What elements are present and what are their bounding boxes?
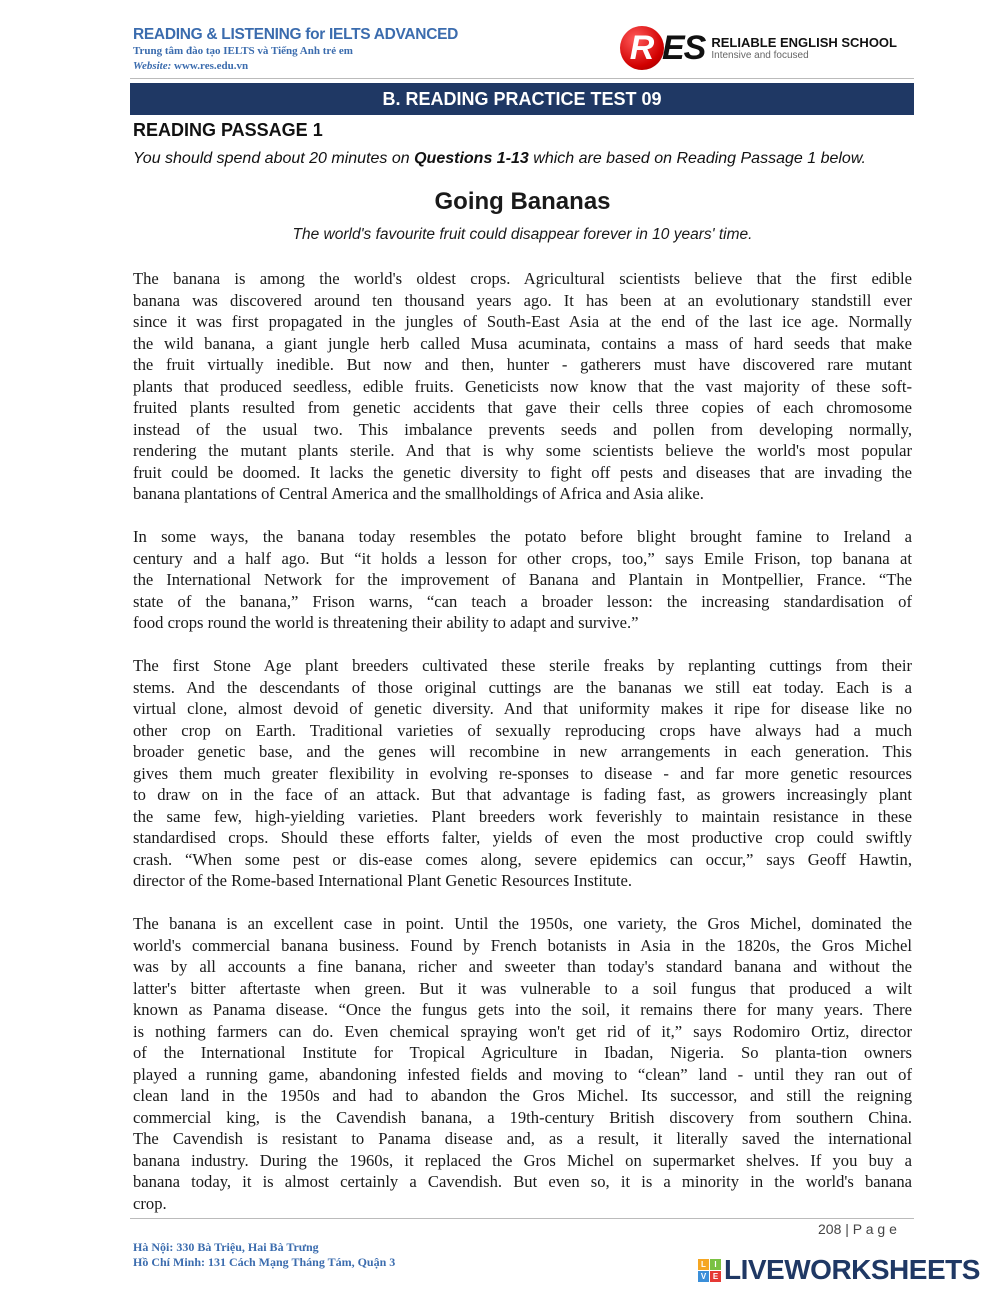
res-logo <box>620 26 897 70</box>
paragraph-line: the fruit virtually inedible. But now and then, hunter - gatherers must have discovered rare mutant <box>133 355 912 374</box>
paragraph-line: state of the banana,” Frison warns, “can teach a broader lesson: the increasing standardisation of <box>133 591 912 611</box>
website-link[interactable]: www.res.edu.vn <box>174 60 249 72</box>
course-title: READING & LISTENING for IELTS ADVANCED <box>133 26 459 43</box>
article-subtitle: The world's favourite fruit could disappear forever in 10 years' time. <box>292 226 753 243</box>
paragraph-line: The banana is an excellent case in point. Until the 1950s, one variety, the Gros Michel, dominated the <box>133 914 912 933</box>
website-label: Website: <box>133 60 172 72</box>
live-letter-tile: E <box>710 1271 721 1282</box>
paragraph-line: plants that produced seedless, edible fruits. Geneticists now know that the vast majority of these soft- <box>133 376 912 396</box>
live-letter-tile: V <box>698 1271 709 1282</box>
paragraph-line: since it was first propagated in the jungles of South-East Asia at the end of the last ice age. Normally <box>133 312 912 331</box>
paragraph-line: latter's bitter aftertaste when green. But it was vulnerable to a soil fungus that produced a wilt <box>133 978 912 998</box>
address-hanoi: Hà Nội: 330 Bà Triệu, Hai Bà Trưng <box>133 1240 319 1254</box>
instruction-text: which are based on Reading Passage 1 below. <box>528 150 866 167</box>
paragraph-line: century and a half ago. But “it holds a lesson for other crops, too,” says Emile Frison, top banana at <box>133 548 912 568</box>
article-body <box>133 268 912 1236</box>
paragraph-line: The Cavendish is resistant to Panama disease and, as a result, it literally saved the international <box>133 1129 912 1148</box>
logo-es: ES <box>662 28 706 67</box>
paragraph-line: standardised crops. Should these efforts falter, yields of even the most productive crop could swiftly <box>133 828 912 847</box>
paragraph-line: the wild banana, a giant jungle herb called Musa acuminata, contains a mass of hard seeds that make <box>133 333 912 353</box>
article-title: Going Bananas <box>434 188 611 215</box>
header-divider <box>130 78 914 79</box>
footer-divider <box>130 1218 914 1219</box>
page-number: 208 | P a g e <box>818 1221 897 1237</box>
paragraph-line: broader genetic base, and the genes will recombine in new arrangements in each generation. This <box>133 742 912 761</box>
paragraph-line: is nothing farmers can do. Even chemical spraying won't get rid of it,” says Rodomiro Ortiz, director <box>133 1021 912 1041</box>
paragraph-line: food crops round the world is threatening their ability to adapt and survive.” <box>133 613 639 632</box>
paragraph-line: instead of the usual two. This imbalance prevents seeds and pollen from developing normally, <box>133 419 912 439</box>
live-letter-tile: L <box>698 1259 709 1270</box>
paragraph-line: crash. “When some pest or dis-ease comes along, severe epidemics can occur,” says Geoff Hawtin, <box>133 849 912 869</box>
liveworksheets-wordmark: LIVEWORKSHEETS <box>724 1254 980 1285</box>
paragraph-line: crop. <box>133 1193 167 1213</box>
school-tagline: Intensive and focused <box>711 50 809 61</box>
paragraph <box>133 655 912 892</box>
paragraph-line: fruited plants resulted from genetic accidents that gave their cells three copies of each chromosome <box>133 398 912 417</box>
paragraph-line: world's commercial banana business. Found by French botanists in Asia in the 1820s, the Gros Michel <box>133 935 912 955</box>
paragraph-line: banana plantations of Central America and the smallholdings of Africa and Asia alike. <box>133 484 704 503</box>
passage-label: READING PASSAGE 1 <box>133 120 323 140</box>
paragraph-line: rendering the mutant plants sterile. And that is why some scientists believe the world's most popular <box>133 441 912 460</box>
instruction-questions: Questions 1-13 <box>414 150 529 167</box>
paragraph <box>133 268 912 505</box>
liveworksheets-logo <box>698 1254 980 1286</box>
paragraph-line: known as Panama disease. “Once the fungus gets into the soil, it remains there for many years. There <box>133 1000 912 1019</box>
course-subtitle: Trung tâm đào tạo IELTS và Tiếng Anh trẻ em <box>133 45 353 57</box>
paragraph-line: gives them much greater flexibility in evolving re-sponses to disease - and far more genetic resources <box>133 763 912 783</box>
paragraph-line: commercial king, is the Cavendish banana, a 19th-century British discovery from southern China. <box>133 1107 912 1127</box>
paragraph-line: clean land in the 1950s and had to abandon the Gros Michel. Its successor, and still the reigning <box>133 1086 912 1105</box>
paragraph <box>133 913 912 1214</box>
instruction-text: You should spend about 20 minutes on <box>133 150 415 167</box>
paragraph-line: director of the Rome-based International Plant Genetic Resources Institute. <box>133 871 633 890</box>
paragraph-line: In some ways, the banana today resembles the potato before blight brought famine to Ireland a <box>133 527 912 546</box>
paragraph-line: of the International Institute for Tropical Agriculture in Ibadan, Nigeria. So planta-tion owners <box>133 1043 912 1062</box>
instruction <box>133 150 866 168</box>
paragraph <box>133 526 912 634</box>
paragraph-line: banana industry. During the 1960s, it replaced the Gros Michel on supermarket shelves. If you buy a <box>133 1150 912 1170</box>
paragraph-line: fruit could be doomed. It lacks the genetic diversity to fight off pests and diseases that are invading the <box>133 462 912 482</box>
paragraph-line: the International Network for the improvement of Banana and Plantain in Montpellier, France. “The <box>133 570 912 589</box>
live-letter-tile: I <box>710 1259 721 1270</box>
section-bar: B. READING PRACTICE TEST 09 <box>130 83 914 115</box>
paragraph-line: banana was discovered around ten thousand years ago. It has been at an evolutionary standstill ever <box>133 290 912 310</box>
live-grid-icon <box>698 1259 721 1282</box>
address-hcm: Hồ Chí Minh: 131 Cách Mạng Tháng Tám, Quận 3 <box>133 1255 396 1269</box>
paragraph-line: banana today, it is almost certainly a Cavendish. But even so, it is a minority in the world's banana <box>133 1172 912 1191</box>
paragraph-line: was by all accounts a fine banana, richer and sweeter than today's standard banana and without the <box>133 957 912 976</box>
logo-r-circle: R <box>620 26 664 70</box>
paragraph-line: other crop on Earth. Traditional varieties of sexually reproducing crops have always had a much <box>133 720 912 740</box>
website-line <box>133 60 248 72</box>
paragraph-line: to draw on in the face of an attack. But that advantage is fading fast, as growers increasingly plant <box>133 785 912 804</box>
paragraph-line: stems. And the descendants of those original cuttings are the bananas we still eat today. Each is a <box>133 677 912 697</box>
paragraph-line: The banana is among the world's oldest crops. Agricultural scientists believe that the first edible <box>133 269 912 288</box>
paragraph-line: played a running game, abandoning infested fields and moving to “clean” land - until they ran out of <box>133 1064 912 1084</box>
paragraph-line: The first Stone Age plant breeders cultivated these sterile freaks by replanting cuttings from their <box>133 656 912 675</box>
paragraph-line: the same few, high-yielding varieties. Plant breeders work feverishly to maintain resistance in these <box>133 806 912 826</box>
paragraph-line: virtual clone, almost devoid of genetic diversity. And that uniformity makes it ripe for disease like no <box>133 699 912 718</box>
school-name: RELIABLE ENGLISH SCHOOL <box>711 35 897 50</box>
